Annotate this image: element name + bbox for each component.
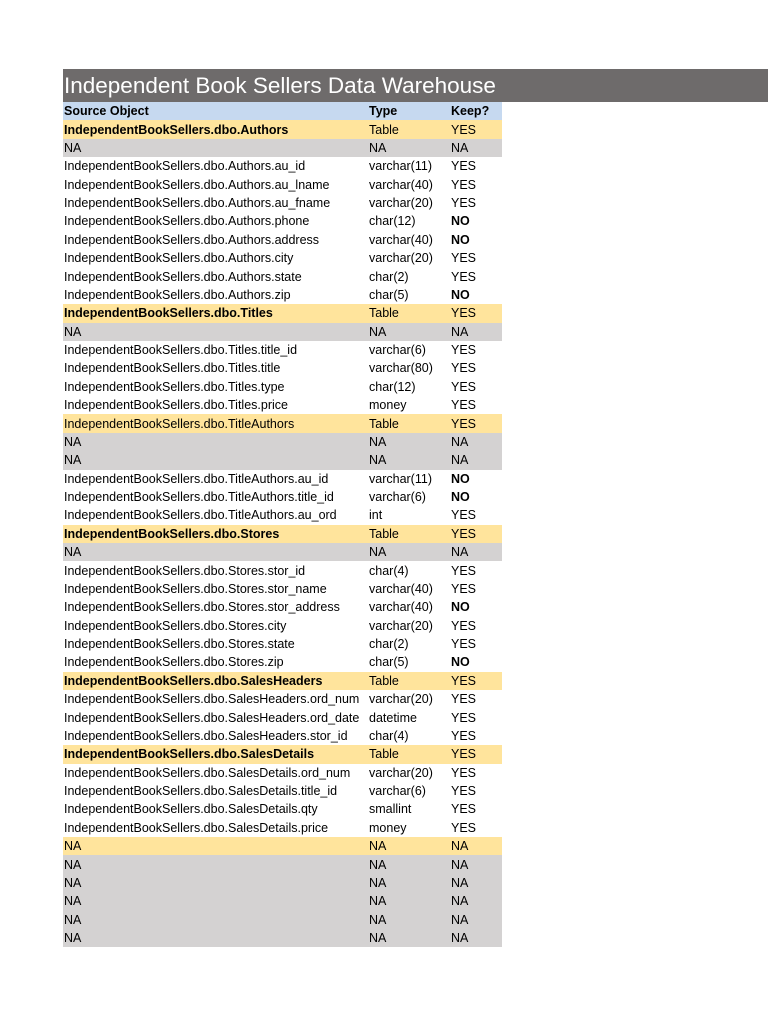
column-row bbox=[63, 598, 502, 616]
column-row bbox=[63, 580, 502, 598]
source-object-cell[interactable]: IndependentBookSellers.dbo.Stores.stor_id bbox=[64, 563, 306, 578]
keep-cell[interactable]: YES bbox=[450, 120, 502, 138]
type-cell[interactable]: Table bbox=[368, 120, 450, 138]
source-object-cell[interactable]: IndependentBookSellers.dbo.Authors.au_lname bbox=[64, 177, 330, 192]
type-cell[interactable]: varchar(40) bbox=[369, 581, 433, 596]
column-row bbox=[63, 396, 502, 414]
keep-cell[interactable]: YES bbox=[451, 159, 477, 174]
source-object-cell[interactable]: NA bbox=[63, 837, 368, 855]
source-object-cell[interactable]: IndependentBookSellers.dbo.Stores.stor_name bbox=[64, 581, 327, 596]
type-cell[interactable]: Table bbox=[368, 414, 450, 432]
source-object-cell[interactable]: NA bbox=[63, 929, 368, 947]
type-cell[interactable]: char(4) bbox=[369, 563, 409, 578]
source-object-cell[interactable]: IndependentBookSellers.dbo.Stores.zip bbox=[64, 655, 284, 670]
keep-cell[interactable]: YES bbox=[451, 710, 477, 725]
na-row bbox=[63, 911, 502, 929]
column-row bbox=[63, 286, 502, 304]
source-object-cell[interactable]: NA bbox=[63, 543, 368, 561]
keep-cell[interactable]: NA bbox=[450, 855, 502, 873]
column-row bbox=[63, 267, 502, 285]
column-row bbox=[63, 690, 502, 708]
source-object-cell[interactable]: NA bbox=[63, 874, 368, 892]
type-cell[interactable]: char(5) bbox=[369, 287, 409, 302]
column-row bbox=[63, 488, 502, 506]
type-cell[interactable]: Table bbox=[368, 304, 450, 322]
source-object-cell[interactable]: IndependentBookSellers.dbo.Titles.title bbox=[64, 361, 281, 376]
keep-cell[interactable]: NA bbox=[450, 874, 502, 892]
type-cell[interactable]: varchar(80) bbox=[369, 361, 433, 376]
type-cell[interactable]: NA bbox=[368, 892, 450, 910]
keep-cell[interactable]: NO bbox=[451, 471, 470, 486]
na-row bbox=[63, 323, 502, 341]
source-object-cell[interactable]: IndependentBookSellers.dbo.Authors.au_id bbox=[64, 159, 306, 174]
source-object-cell[interactable]: IndependentBookSellers.dbo.TitleAuthors bbox=[63, 414, 368, 432]
source-object-cell[interactable]: IndependentBookSellers.dbo.SalesDetails bbox=[63, 745, 368, 763]
keep-cell[interactable]: YES bbox=[451, 269, 477, 284]
type-cell[interactable]: varchar(20) bbox=[369, 765, 433, 780]
header-type[interactable]: Type bbox=[368, 102, 450, 120]
type-cell[interactable]: NA bbox=[368, 837, 450, 855]
keep-cell[interactable]: YES bbox=[451, 637, 477, 652]
type-cell[interactable]: varchar(40) bbox=[369, 232, 433, 247]
na-row bbox=[63, 451, 502, 469]
source-object-cell[interactable]: NA bbox=[63, 323, 368, 341]
na-row bbox=[63, 543, 502, 561]
keep-cell[interactable]: YES bbox=[451, 379, 477, 394]
type-cell[interactable]: NA bbox=[368, 323, 450, 341]
keep-cell[interactable]: YES bbox=[451, 765, 477, 780]
source-object-cell[interactable]: IndependentBookSellers.dbo.SalesDetails.qty bbox=[64, 802, 318, 817]
column-row bbox=[63, 231, 502, 249]
keep-cell[interactable]: YES bbox=[451, 196, 477, 211]
column-row bbox=[63, 653, 502, 671]
keep-cell[interactable]: YES bbox=[451, 361, 477, 376]
type-cell[interactable]: Table bbox=[368, 745, 450, 763]
type-cell[interactable]: varchar(6) bbox=[369, 490, 426, 505]
column-row bbox=[63, 635, 502, 653]
source-object-cell[interactable]: NA bbox=[63, 911, 368, 929]
column-row bbox=[63, 561, 502, 579]
keep-cell[interactable]: NO bbox=[451, 600, 470, 615]
keep-cell[interactable]: NA bbox=[450, 892, 502, 910]
type-cell[interactable]: char(12) bbox=[369, 379, 416, 394]
source-object-cell[interactable]: NA bbox=[63, 855, 368, 873]
keep-cell[interactable]: NO bbox=[451, 232, 470, 247]
keep-cell[interactable]: NA bbox=[450, 451, 502, 469]
keep-cell[interactable]: NA bbox=[450, 323, 502, 341]
source-object-cell[interactable]: IndependentBookSellers.dbo.Authors.address bbox=[64, 232, 320, 247]
keep-cell[interactable]: YES bbox=[451, 581, 477, 596]
column-row bbox=[63, 727, 502, 745]
keep-cell[interactable]: NO bbox=[451, 214, 470, 229]
keep-cell[interactable]: NO bbox=[451, 490, 470, 505]
source-object-cell[interactable]: IndependentBookSellers.dbo.TitleAuthors.title_id bbox=[64, 490, 334, 505]
type-cell[interactable]: Table bbox=[368, 525, 450, 543]
na-row bbox=[63, 139, 502, 157]
na-row bbox=[63, 929, 502, 947]
type-cell[interactable]: char(2) bbox=[369, 637, 409, 652]
type-cell[interactable]: NA bbox=[368, 451, 450, 469]
keep-cell[interactable]: YES bbox=[451, 251, 477, 266]
column-row bbox=[63, 249, 502, 267]
keep-cell[interactable]: NA bbox=[450, 543, 502, 561]
column-row bbox=[63, 470, 502, 488]
type-cell[interactable]: varchar(40) bbox=[369, 600, 433, 615]
type-cell[interactable]: varchar(11) bbox=[369, 471, 432, 486]
header-keep[interactable]: Keep? bbox=[450, 102, 502, 120]
type-cell[interactable]: NA bbox=[368, 433, 450, 451]
table-body bbox=[63, 102, 502, 947]
type-cell[interactable]: varchar(20) bbox=[369, 251, 433, 266]
na-row bbox=[63, 892, 502, 910]
sheet-title: Independent Book Sellers Data Warehouse bbox=[63, 69, 768, 102]
source-object-cell[interactable]: IndependentBookSellers.dbo.Authors.city bbox=[64, 251, 294, 266]
type-cell[interactable]: char(5) bbox=[369, 655, 409, 670]
header-row bbox=[63, 102, 502, 120]
keep-cell[interactable]: NA bbox=[450, 139, 502, 157]
source-object-cell[interactable]: IndependentBookSellers.dbo.TitleAuthors.au_ord bbox=[64, 508, 337, 523]
type-cell[interactable]: varchar(20) bbox=[369, 692, 433, 707]
type-cell[interactable]: NA bbox=[368, 929, 450, 947]
type-cell[interactable]: NA bbox=[368, 911, 450, 929]
source-object-cell[interactable]: IndependentBookSellers.dbo.Authors.phone bbox=[64, 214, 310, 229]
type-cell[interactable]: NA bbox=[368, 874, 450, 892]
source-object-cell[interactable]: IndependentBookSellers.dbo.Authors.au_fname bbox=[64, 196, 331, 211]
type-cell[interactable]: NA bbox=[368, 855, 450, 873]
keep-cell[interactable]: YES bbox=[450, 745, 502, 763]
source-objects-table bbox=[63, 102, 502, 947]
source-object-cell[interactable]: IndependentBookSellers.dbo.Stores.stor_address bbox=[64, 600, 340, 615]
na-row bbox=[63, 855, 502, 873]
column-row bbox=[63, 800, 502, 818]
source-object-cell[interactable]: IndependentBookSellers.dbo.Stores.city bbox=[64, 618, 287, 633]
type-cell[interactable]: money bbox=[369, 398, 407, 413]
table-row bbox=[63, 304, 502, 322]
column-row bbox=[63, 157, 502, 175]
type-cell[interactable]: char(2) bbox=[369, 269, 409, 284]
na-row bbox=[63, 837, 502, 855]
table-row bbox=[63, 672, 502, 690]
keep-cell[interactable]: YES bbox=[451, 820, 477, 835]
source-object-cell[interactable]: IndependentBookSellers.dbo.SalesHeaders.stor_id bbox=[64, 728, 348, 743]
source-object-cell[interactable]: NA bbox=[63, 139, 368, 157]
type-cell[interactable]: varchar(6) bbox=[369, 784, 426, 799]
type-cell[interactable]: NA bbox=[368, 543, 450, 561]
keep-cell[interactable]: NA bbox=[450, 433, 502, 451]
type-cell[interactable]: int bbox=[369, 508, 383, 523]
column-row bbox=[63, 212, 502, 230]
source-object-cell[interactable]: IndependentBookSellers.dbo.SalesHeaders.ord_date bbox=[64, 710, 360, 725]
source-object-cell[interactable]: IndependentBookSellers.dbo.Authors.state bbox=[64, 269, 302, 284]
keep-cell[interactable]: NA bbox=[450, 929, 502, 947]
source-object-cell[interactable]: IndependentBookSellers.dbo.SalesDetails.price bbox=[64, 820, 329, 835]
source-object-cell[interactable]: IndependentBookSellers.dbo.Titles.price bbox=[64, 398, 288, 413]
keep-cell[interactable]: YES bbox=[450, 414, 502, 432]
keep-cell[interactable]: YES bbox=[451, 784, 477, 799]
table-row bbox=[63, 745, 502, 763]
type-cell[interactable]: NA bbox=[368, 139, 450, 157]
source-object-cell[interactable]: NA bbox=[63, 451, 368, 469]
type-cell[interactable]: datetime bbox=[369, 710, 417, 725]
column-row bbox=[63, 176, 502, 194]
source-object-cell[interactable]: IndependentBookSellers.dbo.SalesDetails.title_id bbox=[64, 784, 338, 799]
keep-cell[interactable]: YES bbox=[450, 525, 502, 543]
keep-cell[interactable]: YES bbox=[450, 304, 502, 322]
column-row bbox=[63, 782, 502, 800]
na-row bbox=[63, 433, 502, 451]
keep-cell[interactable]: NO bbox=[451, 655, 470, 670]
type-cell[interactable]: char(4) bbox=[369, 728, 409, 743]
type-cell[interactable]: Table bbox=[368, 672, 450, 690]
source-object-cell[interactable]: NA bbox=[63, 433, 368, 451]
type-cell[interactable]: varchar(20) bbox=[369, 618, 433, 633]
keep-cell[interactable]: YES bbox=[451, 508, 477, 523]
type-cell[interactable]: varchar(40) bbox=[369, 177, 433, 192]
source-object-cell[interactable]: NA bbox=[63, 892, 368, 910]
keep-cell[interactable]: YES bbox=[451, 728, 477, 743]
column-row bbox=[63, 764, 502, 782]
keep-cell[interactable]: YES bbox=[451, 563, 477, 578]
type-cell[interactable]: varchar(11) bbox=[369, 159, 432, 174]
column-row bbox=[63, 506, 502, 524]
source-object-cell[interactable]: IndependentBookSellers.dbo.Stores bbox=[63, 525, 368, 543]
source-object-cell[interactable]: IndependentBookSellers.dbo.Titles.type bbox=[64, 379, 285, 394]
type-cell[interactable]: money bbox=[369, 820, 407, 835]
type-cell[interactable]: smallint bbox=[369, 802, 412, 817]
keep-cell[interactable]: YES bbox=[451, 177, 477, 192]
column-row bbox=[63, 341, 502, 359]
column-row bbox=[63, 708, 502, 726]
source-object-cell[interactable]: IndependentBookSellers.dbo.SalesDetails.ord_num bbox=[64, 765, 351, 780]
source-object-cell[interactable]: IndependentBookSellers.dbo.Authors bbox=[63, 120, 368, 138]
column-row bbox=[63, 819, 502, 837]
keep-cell[interactable]: YES bbox=[450, 672, 502, 690]
na-row bbox=[63, 874, 502, 892]
keep-cell[interactable]: YES bbox=[451, 692, 477, 707]
source-object-cell[interactable]: IndependentBookSellers.dbo.TitleAuthors.au_id bbox=[64, 471, 329, 486]
keep-cell[interactable]: NA bbox=[450, 911, 502, 929]
type-cell[interactable]: char(12) bbox=[369, 214, 416, 229]
source-object-cell[interactable]: IndependentBookSellers.dbo.Authors.zip bbox=[64, 287, 291, 302]
type-cell[interactable]: varchar(6) bbox=[369, 343, 426, 358]
column-row bbox=[63, 359, 502, 377]
column-row bbox=[63, 617, 502, 635]
type-cell[interactable]: varchar(20) bbox=[369, 196, 433, 211]
keep-cell[interactable]: YES bbox=[451, 398, 477, 413]
source-object-cell[interactable]: IndependentBookSellers.dbo.Stores.state bbox=[64, 637, 295, 652]
header-source-object[interactable]: Source Object bbox=[63, 102, 368, 120]
table-row bbox=[63, 525, 502, 543]
keep-cell[interactable]: YES bbox=[451, 618, 477, 633]
source-object-cell[interactable]: IndependentBookSellers.dbo.Titles.title_id bbox=[64, 343, 298, 358]
keep-cell[interactable]: NO bbox=[451, 287, 470, 302]
column-row bbox=[63, 194, 502, 212]
keep-cell[interactable]: NA bbox=[450, 837, 502, 855]
keep-cell[interactable]: YES bbox=[451, 343, 477, 358]
source-object-cell[interactable]: IndependentBookSellers.dbo.SalesHeaders.ord_num bbox=[64, 692, 360, 707]
column-row bbox=[63, 378, 502, 396]
source-object-cell[interactable]: IndependentBookSellers.dbo.SalesHeaders bbox=[63, 672, 368, 690]
table-row bbox=[63, 120, 502, 138]
keep-cell[interactable]: YES bbox=[451, 802, 477, 817]
table-row bbox=[63, 414, 502, 432]
source-object-cell[interactable]: IndependentBookSellers.dbo.Titles bbox=[63, 304, 368, 322]
